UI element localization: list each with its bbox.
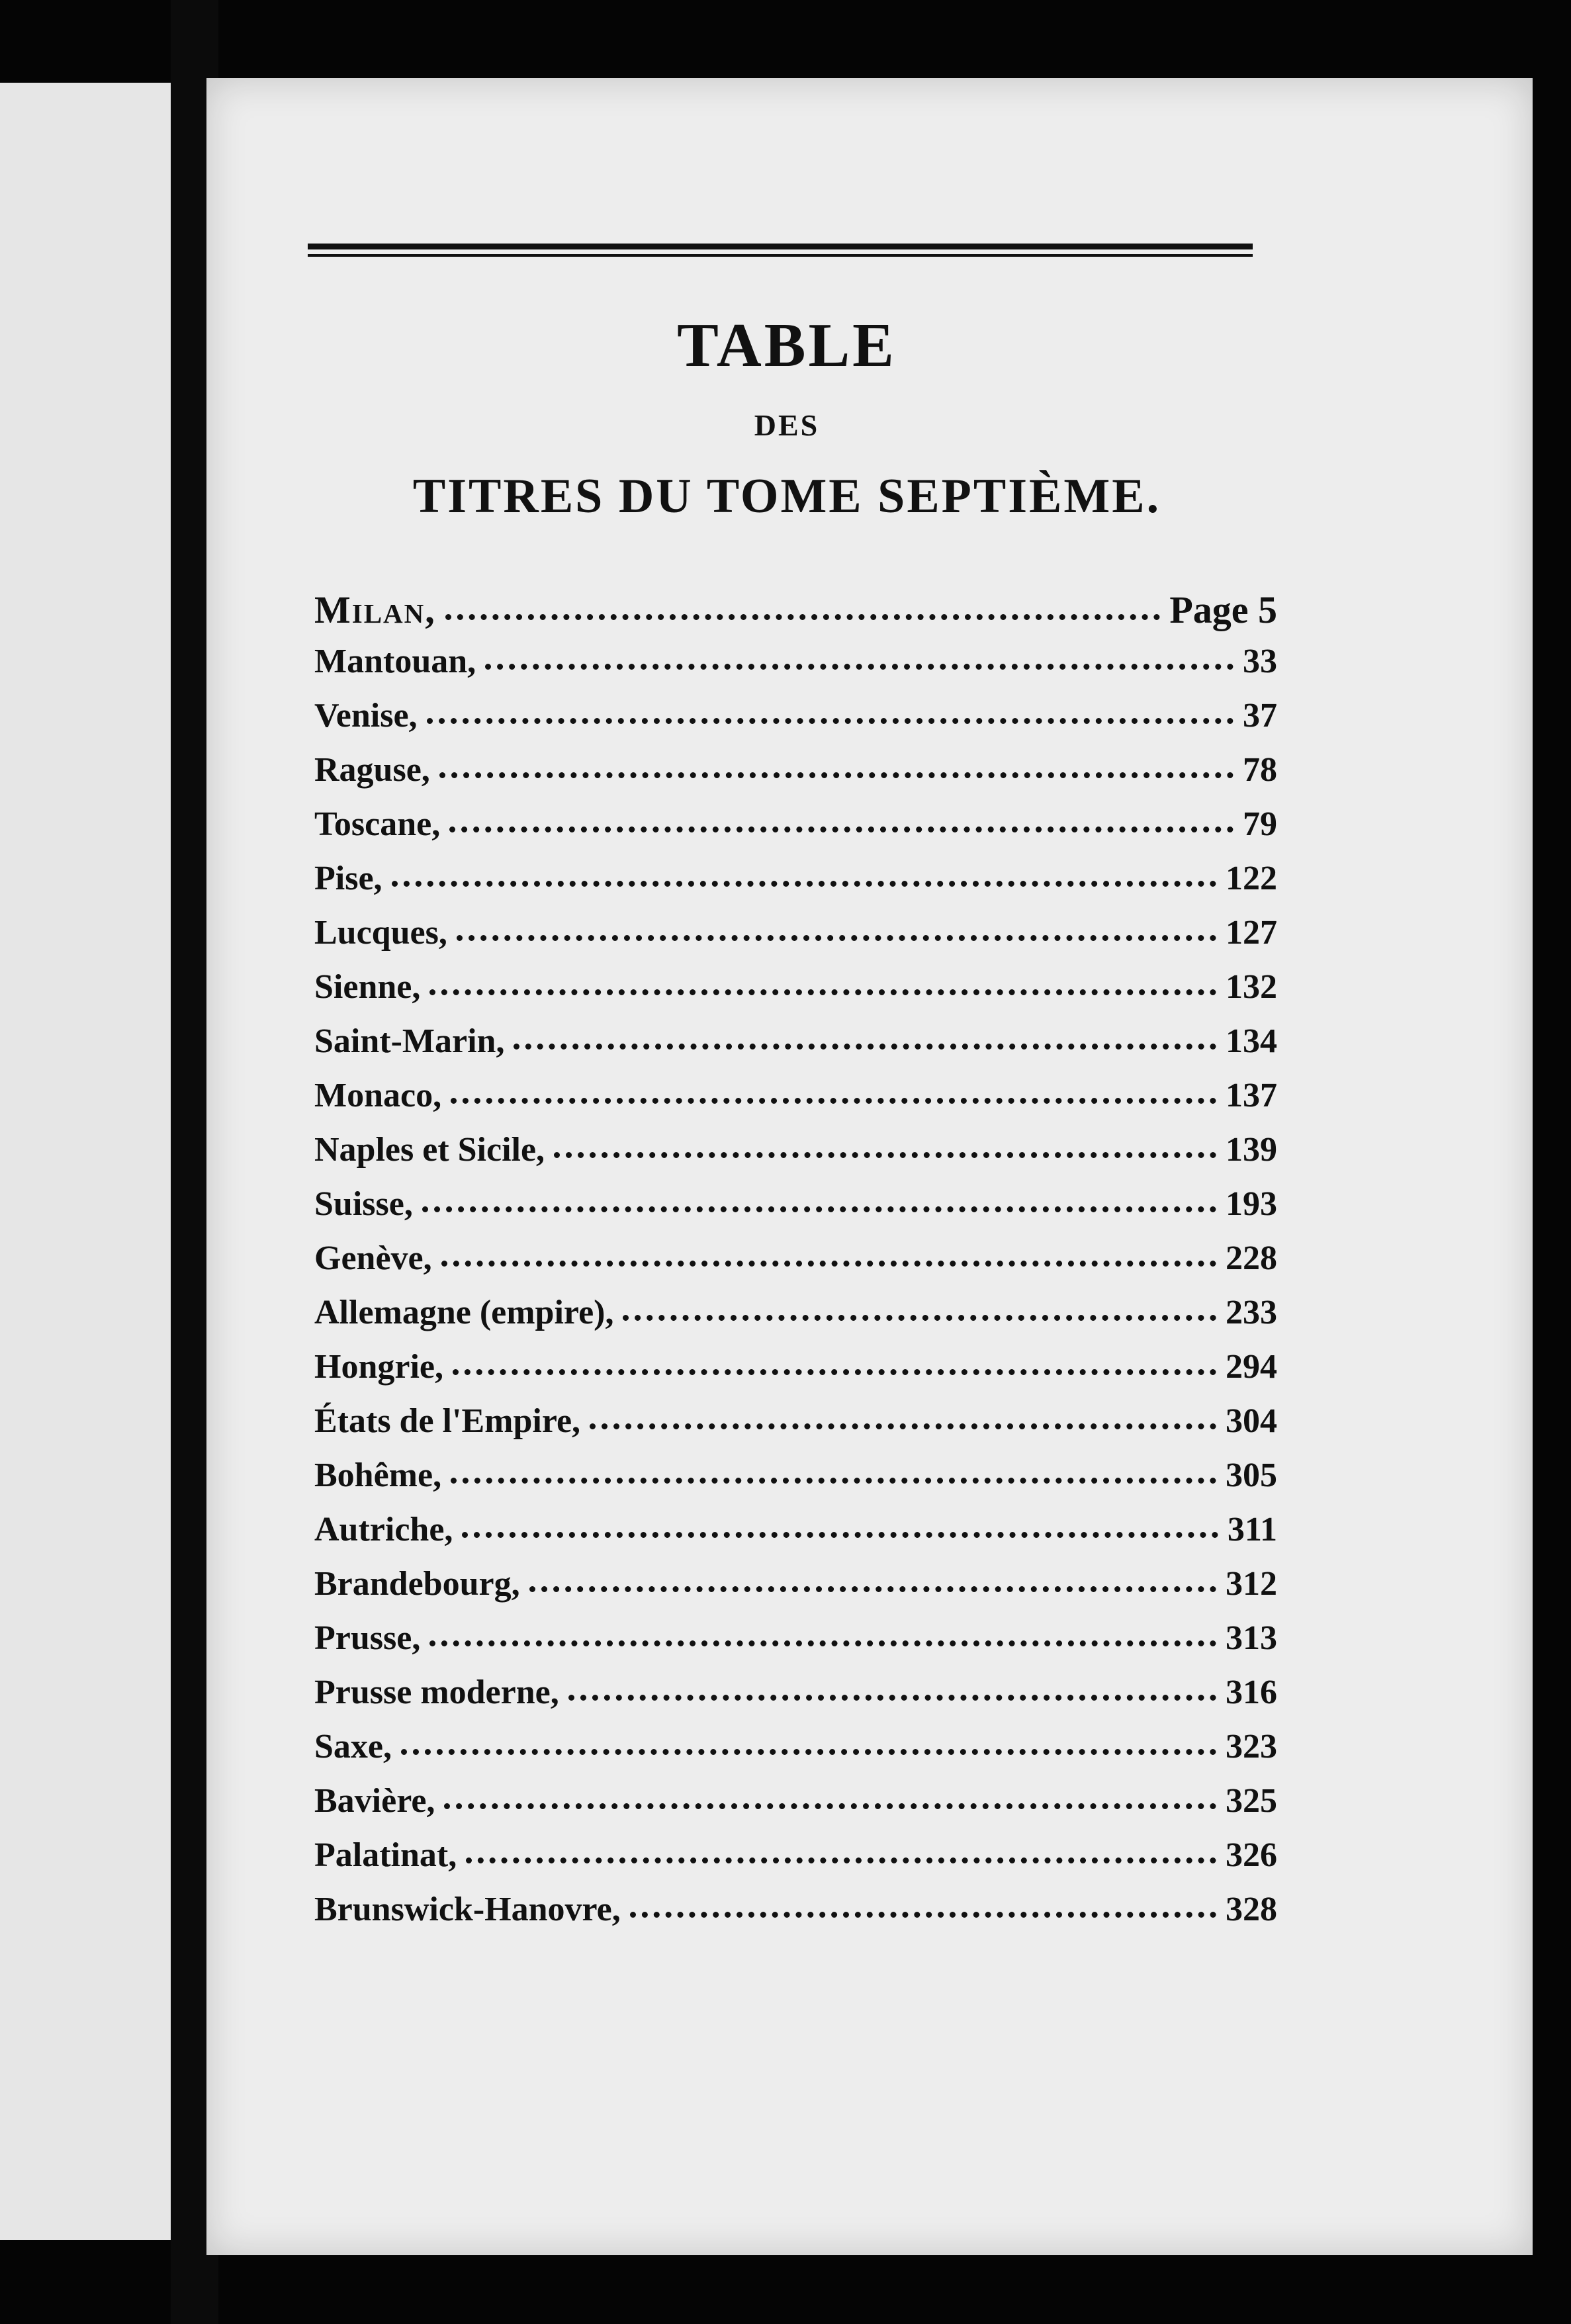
dot-leader: [485, 664, 1234, 670]
toc-entry: [314, 1619, 1277, 1673]
toc-entry-title: Saxe,: [314, 1728, 392, 1765]
toc-entry-title: Suisse,: [314, 1185, 413, 1223]
toc-entry-title: Raguse,: [314, 751, 430, 789]
toc-entry-title: Pise,: [314, 860, 382, 897]
toc-entry-title: Mantouan,: [314, 643, 476, 680]
toc-entry: [314, 642, 1277, 696]
toc-entry-title: Toscane,: [314, 805, 441, 843]
toc-entry: [314, 1727, 1277, 1781]
toc-entry: [314, 1564, 1277, 1619]
toc-entry-title: Genève,: [314, 1239, 432, 1277]
dot-leader: [590, 1423, 1216, 1429]
toc-entry-page: 323: [1226, 1728, 1277, 1765]
toc-entry-title: Brunswick-Hanovre,: [314, 1891, 621, 1928]
title-connector: DES: [754, 408, 820, 442]
toc-entry: [314, 913, 1277, 967]
toc-entry: [314, 588, 1277, 642]
toc-entry-page: 325: [1226, 1782, 1277, 1820]
dot-leader: [441, 1261, 1216, 1267]
toc-entry: [314, 859, 1277, 913]
dot-leader: [514, 1044, 1216, 1050]
page-title: TABLE: [677, 311, 897, 380]
toc-entry-page: 233: [1226, 1294, 1277, 1331]
toc-entry-page: 311: [1227, 1511, 1277, 1548]
toc-entry-title: Brandebourg,: [314, 1565, 520, 1603]
dot-leader: [568, 1695, 1216, 1701]
toc-entry-page: 294: [1226, 1348, 1277, 1386]
toc-entry-page: 37: [1243, 697, 1277, 735]
toc-entry-title: Venise,: [314, 697, 418, 735]
toc-entry-page: 312: [1226, 1565, 1277, 1603]
toc-entry: [314, 1836, 1277, 1890]
page-subtitle: TITRES DU TOME SEPTIÈME.: [412, 469, 1161, 523]
toc-entry-title: Bohême,: [314, 1456, 442, 1494]
toc-entry-page: 316: [1226, 1674, 1277, 1711]
toc-entry-title: Monaco,: [314, 1077, 442, 1114]
dot-leader: [429, 989, 1216, 995]
toc-entry: [314, 1781, 1277, 1836]
toc-entry-page: 134: [1226, 1022, 1277, 1060]
toc-entry-title: Lucques,: [314, 914, 447, 952]
toc-entry: [314, 1293, 1277, 1347]
book-page: [206, 78, 1533, 2255]
toc-entry: [314, 1184, 1277, 1239]
dot-leader: [554, 1152, 1216, 1158]
dot-leader: [623, 1315, 1216, 1321]
dot-leader: [451, 1098, 1216, 1104]
dot-leader: [401, 1749, 1216, 1755]
toc-entry: [314, 1076, 1277, 1130]
dot-leader: [427, 718, 1234, 724]
toc-entry-page: 313: [1226, 1619, 1277, 1657]
toc-entry: [314, 1673, 1277, 1727]
dot-leader: [422, 1206, 1216, 1212]
toc-entry: [314, 1510, 1277, 1564]
rule-thin-line: [308, 254, 1253, 257]
toc-entry-title: Bavière,: [314, 1782, 435, 1820]
toc-entry-title: Milan,: [314, 588, 436, 631]
toc-entry-title: Hongrie,: [314, 1348, 443, 1386]
toc-entry-page: 193: [1226, 1185, 1277, 1223]
dot-leader: [466, 1857, 1216, 1863]
toc-entry-page: 122: [1226, 860, 1277, 897]
toc-entry: [314, 1402, 1277, 1456]
toc-entry-page: 78: [1243, 751, 1277, 789]
toc-entry-page: 228: [1226, 1239, 1277, 1277]
dot-leader: [445, 614, 1161, 620]
toc-entry-title: Sienne,: [314, 968, 421, 1006]
toc-entry-title: États de l'Empire,: [314, 1402, 581, 1440]
toc-entry-page: 137: [1226, 1077, 1277, 1114]
toc-entry-page: 328: [1226, 1891, 1277, 1928]
dot-leader: [630, 1912, 1216, 1918]
dot-leader: [453, 1369, 1216, 1375]
table-of-contents: [314, 588, 1277, 1944]
toc-entry: [314, 750, 1277, 805]
toc-entry-page: 79: [1243, 805, 1277, 843]
dot-leader: [429, 1640, 1216, 1646]
dot-leader: [392, 881, 1216, 887]
toc-entry-page: 304: [1226, 1402, 1277, 1440]
toc-entry-page: 139: [1226, 1131, 1277, 1169]
toc-entry: [314, 1239, 1277, 1293]
toc-entry-title: Naples et Sicile,: [314, 1131, 545, 1169]
toc-entry: [314, 1022, 1277, 1076]
toc-entry-title: Prusse,: [314, 1619, 421, 1657]
toc-entry-page: 305: [1226, 1456, 1277, 1494]
toc-entry-page: Page 5: [1169, 588, 1277, 631]
toc-entry-page: 33: [1243, 643, 1277, 680]
toc-entry: [314, 1456, 1277, 1510]
toc-entry-page: 132: [1226, 968, 1277, 1006]
toc-entry: [314, 805, 1277, 859]
toc-entry: [314, 1347, 1277, 1402]
toc-entry: [314, 696, 1277, 750]
dot-leader: [444, 1803, 1216, 1809]
dot-leader: [439, 772, 1234, 778]
rule-thick-line: [308, 244, 1253, 249]
toc-entry: [314, 1890, 1277, 1944]
toc-entry-title: Autriche,: [314, 1511, 453, 1548]
dot-leader: [457, 935, 1216, 941]
toc-entry-page: 326: [1226, 1836, 1277, 1874]
toc-entry-title: Palatinat,: [314, 1836, 457, 1874]
toc-entry: [314, 967, 1277, 1022]
toc-entry-title: Allemagne (empire),: [314, 1294, 614, 1331]
dot-leader: [462, 1532, 1218, 1538]
toc-entry-title: Prusse moderne,: [314, 1674, 559, 1711]
toc-entry: [314, 1130, 1277, 1184]
facing-page-edge: [0, 83, 171, 2240]
toc-entry-title: Saint-Marin,: [314, 1022, 505, 1060]
dot-leader: [449, 827, 1234, 832]
toc-entry-page: 127: [1226, 914, 1277, 952]
dot-leader: [529, 1586, 1216, 1592]
dot-leader: [451, 1478, 1216, 1484]
